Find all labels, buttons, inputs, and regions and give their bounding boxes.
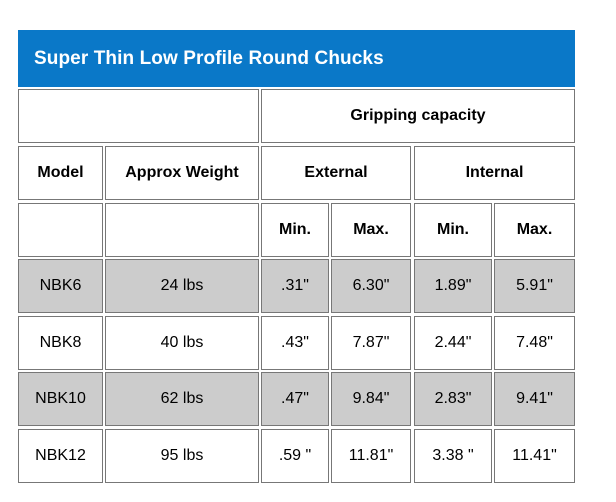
internal-max-header: Max. [494, 203, 575, 257]
table-row-weight: 24 lbs [105, 259, 259, 313]
table-row-int-min: 2.83" [414, 372, 492, 426]
table-row-model: NBK8 [18, 316, 103, 370]
table-row-int-min: 2.44" [414, 316, 492, 370]
table-row-ext-max: 9.84" [331, 372, 411, 426]
table-row-int-max: 9.41" [494, 372, 575, 426]
table-title-bar [18, 30, 575, 87]
table-title: Super Thin Low Profile Round Chucks [34, 47, 384, 69]
weight-subheader-blank [105, 203, 259, 257]
model-header: Model [18, 146, 103, 200]
external-min-header: Min. [261, 203, 329, 257]
model-subheader-blank [18, 203, 103, 257]
table-row-model: NBK10 [18, 372, 103, 426]
table-row-model: NBK12 [18, 429, 103, 483]
weight-header: Approx Weight [105, 146, 259, 200]
table-row-ext-min: .31" [261, 259, 329, 313]
table-row-weight: 95 lbs [105, 429, 259, 483]
header-blank-cell [18, 89, 259, 143]
table-row-weight: 40 lbs [105, 316, 259, 370]
table-row-int-min: 1.89" [414, 259, 492, 313]
table-row-ext-max: 7.87" [331, 316, 411, 370]
table-row-ext-min: .47" [261, 372, 329, 426]
table-row-int-max: 11.41" [494, 429, 575, 483]
gripping-capacity-header: Gripping capacity [261, 89, 575, 143]
table-row-weight: 62 lbs [105, 372, 259, 426]
table-row-int-min: 3.38 " [414, 429, 492, 483]
table-row-ext-min: .59 " [261, 429, 329, 483]
internal-min-header: Min. [414, 203, 492, 257]
table-row-ext-max: 6.30" [331, 259, 411, 313]
table-row-int-max: 5.91" [494, 259, 575, 313]
internal-header: Internal [414, 146, 575, 200]
table-row-ext-min: .43" [261, 316, 329, 370]
external-max-header: Max. [331, 203, 411, 257]
table-row-ext-max: 11.81" [331, 429, 411, 483]
table-row-model: NBK6 [18, 259, 103, 313]
external-header: External [261, 146, 411, 200]
table-row-int-max: 7.48" [494, 316, 575, 370]
